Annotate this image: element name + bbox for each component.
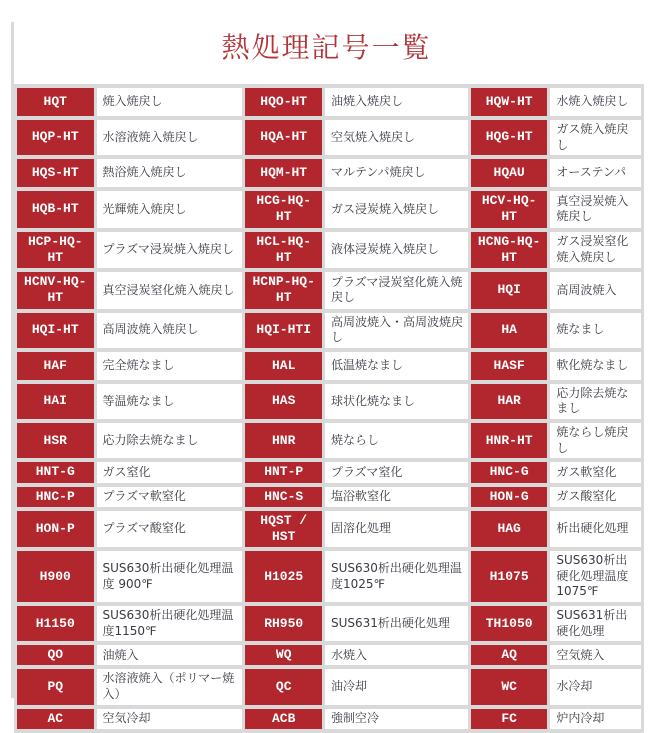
- description-cell: 等温焼なまし: [97, 384, 243, 419]
- description-cell: 水溶液焼入（ポリマー焼入）: [97, 669, 243, 704]
- code-cell: HAL: [245, 352, 322, 380]
- description-cell: SUS631析出硬化処理: [325, 606, 468, 641]
- code-cell: HSR: [17, 423, 94, 458]
- table-row: [17, 384, 641, 419]
- table-row: [17, 272, 641, 309]
- code-cell: HON-G: [471, 487, 548, 507]
- code-cell: HCP-HQ-HT: [17, 232, 94, 269]
- code-cell: HON-P: [17, 511, 94, 548]
- description-cell: ガス軟窒化: [550, 462, 641, 482]
- table-body: [17, 88, 641, 729]
- description-cell: 強制空冷: [325, 709, 468, 729]
- description-cell: 水焼入: [325, 645, 468, 665]
- table-row: [17, 606, 641, 641]
- table-row: [17, 191, 641, 228]
- description-cell: SUS630析出硬化処理温度1075℉: [550, 551, 641, 602]
- heat-treatment-table: [14, 84, 644, 733]
- description-cell: 塩浴軟窒化: [325, 487, 468, 507]
- code-cell: HNC-S: [245, 487, 322, 507]
- code-cell: HQO-HT: [245, 88, 322, 116]
- code-cell: HCG-HQ-HT: [245, 191, 322, 228]
- code-cell: HAS: [245, 384, 322, 419]
- code-cell: QO: [17, 645, 94, 665]
- code-cell: H900: [17, 551, 94, 602]
- description-cell: 固溶化処理: [325, 511, 468, 548]
- code-cell: HQAU: [471, 159, 548, 187]
- code-cell: HQS-HT: [17, 159, 94, 187]
- description-cell: 油焼入: [97, 645, 243, 665]
- table-row: [17, 462, 641, 482]
- table-row: [17, 645, 641, 665]
- code-cell: HNT-P: [245, 462, 322, 482]
- code-cell: HAG: [471, 511, 548, 548]
- description-cell: 完全焼なまし: [97, 352, 243, 380]
- description-cell: プラズマ酸窒化: [97, 511, 243, 548]
- code-cell: RH950: [245, 606, 322, 641]
- code-cell: HCNP-HQ-HT: [245, 272, 322, 309]
- description-cell: 油焼入焼戻し: [325, 88, 468, 116]
- code-cell: HCV-HQ-HT: [471, 191, 548, 228]
- code-cell: HQP-HT: [17, 120, 94, 155]
- description-cell: 炉内冷却: [550, 709, 641, 729]
- code-cell: HAI: [17, 384, 94, 419]
- table-row: [17, 88, 641, 116]
- code-cell: HQG-HT: [471, 120, 548, 155]
- code-cell: AQ: [471, 645, 548, 665]
- description-cell: 真空浸炭窒化焼入焼戻し: [97, 272, 243, 309]
- description-cell: ガス焼入焼戻し: [550, 120, 641, 155]
- code-cell: WQ: [245, 645, 322, 665]
- description-cell: 焼入焼戻し: [97, 88, 243, 116]
- description-cell: 析出硬化処理: [550, 511, 641, 548]
- table-row: [17, 120, 641, 155]
- code-cell: HCNG-HQ-HT: [471, 232, 548, 269]
- code-cell: HQA-HT: [245, 120, 322, 155]
- code-cell: HNC-P: [17, 487, 94, 507]
- description-cell: マルテンパ焼戻し: [325, 159, 468, 187]
- code-cell: WC: [471, 669, 548, 704]
- table-row: [17, 313, 641, 348]
- description-cell: ガス浸炭焼入焼戻し: [325, 191, 468, 228]
- table-row: [17, 159, 641, 187]
- table-row: [17, 511, 641, 548]
- table-row: [17, 669, 641, 704]
- code-cell: HQB-HT: [17, 191, 94, 228]
- description-cell: 熱浴焼入焼戻し: [97, 159, 243, 187]
- code-cell: HAR: [471, 384, 548, 419]
- description-cell: SUS630析出硬化処理温度 900℉: [97, 551, 243, 602]
- description-cell: プラズマ浸炭窒化焼入焼戻し: [325, 272, 468, 309]
- description-cell: ガス窒化: [97, 462, 243, 482]
- code-cell: HQI-HT: [17, 313, 94, 348]
- description-cell: 水焼入焼戻し: [550, 88, 641, 116]
- code-cell: HNT-G: [17, 462, 94, 482]
- description-cell: プラズマ軟窒化: [97, 487, 243, 507]
- code-cell: TH1050: [471, 606, 548, 641]
- description-cell: 空気冷却: [97, 709, 243, 729]
- description-cell: 高周波焼入焼戻し: [97, 313, 243, 348]
- code-cell: QC: [245, 669, 322, 704]
- description-cell: 水溶液焼入焼戻し: [97, 120, 243, 155]
- table-row: [17, 352, 641, 380]
- code-cell: HNR: [245, 423, 322, 458]
- code-cell: HA: [471, 313, 548, 348]
- page-title: 熱処理記号一覧: [221, 31, 432, 64]
- description-cell: 低温焼なまし: [325, 352, 468, 380]
- description-cell: 光輝焼入焼戻し: [97, 191, 243, 228]
- code-cell: HNR-HT: [471, 423, 548, 458]
- description-cell: 応力除去焼なまし: [550, 384, 641, 419]
- code-cell: FC: [471, 709, 548, 729]
- description-cell: 真空浸炭焼入焼戻し: [550, 191, 641, 228]
- description-cell: 油冷却: [325, 669, 468, 704]
- description-cell: ガス酸窒化: [550, 487, 641, 507]
- description-cell: 空気焼入焼戻し: [325, 120, 468, 155]
- table-row: [17, 709, 641, 729]
- code-cell: HQST / HST: [245, 511, 322, 548]
- code-cell: HQM-HT: [245, 159, 322, 187]
- code-cell: HASF: [471, 352, 548, 380]
- table-row: [17, 487, 641, 507]
- table-row: [17, 551, 641, 602]
- code-cell: H1075: [471, 551, 548, 602]
- code-cell: HCNV-HQ-HT: [17, 272, 94, 309]
- code-cell: HQI-HTI: [245, 313, 322, 348]
- table-row: [17, 232, 641, 269]
- code-cell: HQI: [471, 272, 548, 309]
- code-cell: HCL-HQ-HT: [245, 232, 322, 269]
- description-cell: 焼なまし: [550, 313, 641, 348]
- description-cell: プラズマ窒化: [325, 462, 468, 482]
- description-cell: 応力除去焼なまし: [97, 423, 243, 458]
- description-cell: SUS630析出硬化処理温度1150℉: [97, 606, 243, 641]
- code-cell: ACB: [245, 709, 322, 729]
- code-cell: H1150: [17, 606, 94, 641]
- description-cell: 空気焼入: [550, 645, 641, 665]
- code-cell: HAF: [17, 352, 94, 380]
- description-cell: プラズマ浸炭焼入焼戻し: [97, 232, 243, 269]
- description-cell: オーステンパ: [550, 159, 641, 187]
- description-cell: 液体浸炭焼入焼戻し: [325, 232, 468, 269]
- description-cell: SUS630析出硬化処理温度1025℉: [325, 551, 468, 602]
- description-cell: 高周波焼入・高周波焼戻し: [325, 313, 468, 348]
- description-cell: ガス浸炭窒化焼入焼戻し: [550, 232, 641, 269]
- table-row: [17, 423, 641, 458]
- code-cell: H1025: [245, 551, 322, 602]
- description-cell: 焼ならし焼戻し: [550, 423, 641, 458]
- code-cell: HQT: [17, 88, 94, 116]
- description-cell: 球状化焼なまし: [325, 384, 468, 419]
- description-cell: 水冷却: [550, 669, 641, 704]
- code-cell: PQ: [17, 669, 94, 704]
- code-cell: HNC-G: [471, 462, 548, 482]
- code-cell: AC: [17, 709, 94, 729]
- description-cell: 焼ならし: [325, 423, 468, 458]
- code-cell: HQW-HT: [471, 88, 548, 116]
- description-cell: SUS631析出硬化処理: [550, 606, 641, 641]
- description-cell: 軟化焼なまし: [550, 352, 641, 380]
- description-cell: 高周波焼入: [550, 272, 641, 309]
